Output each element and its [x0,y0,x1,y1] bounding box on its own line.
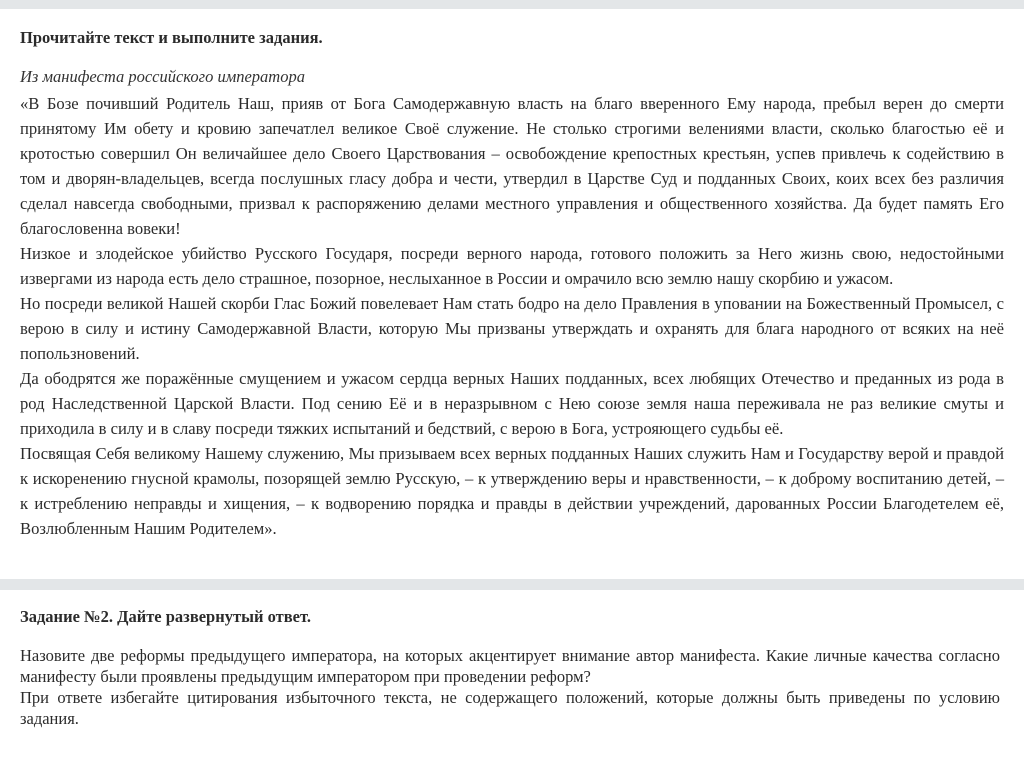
task-title: Задание №2. Дайте развернутый ответ. [20,607,311,626]
manifesto-paragraph: Но посреди великой Нашей скорби Глас Божий повелевает Нам стать бодро на дело Правления в уповании на Божественный Промысел, с верою в силу и истину Самодержавной Власти, которую Мы призваны утверждать и охранять для блага народного от всяких на неё попользновений. [20,294,1004,363]
manifesto-paragraph: Посвящая Себя великому Нашему служению, Мы призываем всех верных подданных Наших служить Нам и Государству верой и правдой к искоренению гнусной крамолы, позорящей землю Русскую, – к утверждению веры и нравственности, – к доброму воспитанию детей, – к истреблению неправды и хищения, – к водворению порядка и правды в действии учреждений, дарованных России Благодетелем её, Возлюбленным Нашим Родителем». [20,444,1004,538]
task-body [20,645,1000,729]
manifesto-paragraph: Низкое и злодейское убийство Русского Государя, посреди верного народа, готового положить за Него жизнь свою, недостойными извергами из народа есть дело страшное, позорное, неслыханное в России и омрачило всю землю нашу скорбию и ужасом. [20,244,1004,288]
manifesto-paragraph: «В Бозе почивший Родитель Наш, прияв от Бога Самодержавную власть на благо вверенного Ему народа, пребыл верен до смерти принятому Им обету и кровию запечатлел великое Своё служение. Не столько строгими велениями власти, сколько благостью её и кротостью совершил Он величайшее дело Своего Царствования – освобождение крепостных крестьян, успев привлечь к содействию в том и дворян-владельцев, всегда послушных гласу добра и чести, утвердил в Царстве Суд и подданных Своих, коих всех без различия сделал навсегда свободными, призвал к распоряжению делами местного управления и общественного хозяйства. Да будет память Его благословенна вовеки! [20,94,1004,238]
top-separator-bar [0,0,1024,9]
task-note: При ответе избегайте цитирования избыточного текста, не содержащего положений, которые должны быть приведены по условию задания. [20,688,1000,728]
manifesto-paragraph: Да ободрятся же поражённые смущением и ужасом сердца верных Наших подданных, всех любящих Отечество и преданных из рода в род Наследственной Царской Власти. Под сению Её и в неразрывном с Нею союзе земля наша переживала не раз великие смуты и приходила в силу и в славу посреди тяжких испытаний и бедствий, с верою в Бога, устрояющего судьбы её. [20,369,1004,438]
manifesto-text [20,91,1004,541]
source-caption: Из манифеста российского императора [20,67,305,86]
instruction-heading: Прочитайте текст и выполните задания. [20,28,323,47]
task-question: Назовите две реформы предыдущего императора, на которых акцентирует внимание автор манифеста. Какие личные качества согласно манифесту были проявлены предыдущим императором при проведении реформ? [20,646,1000,686]
section-divider [0,579,1024,590]
